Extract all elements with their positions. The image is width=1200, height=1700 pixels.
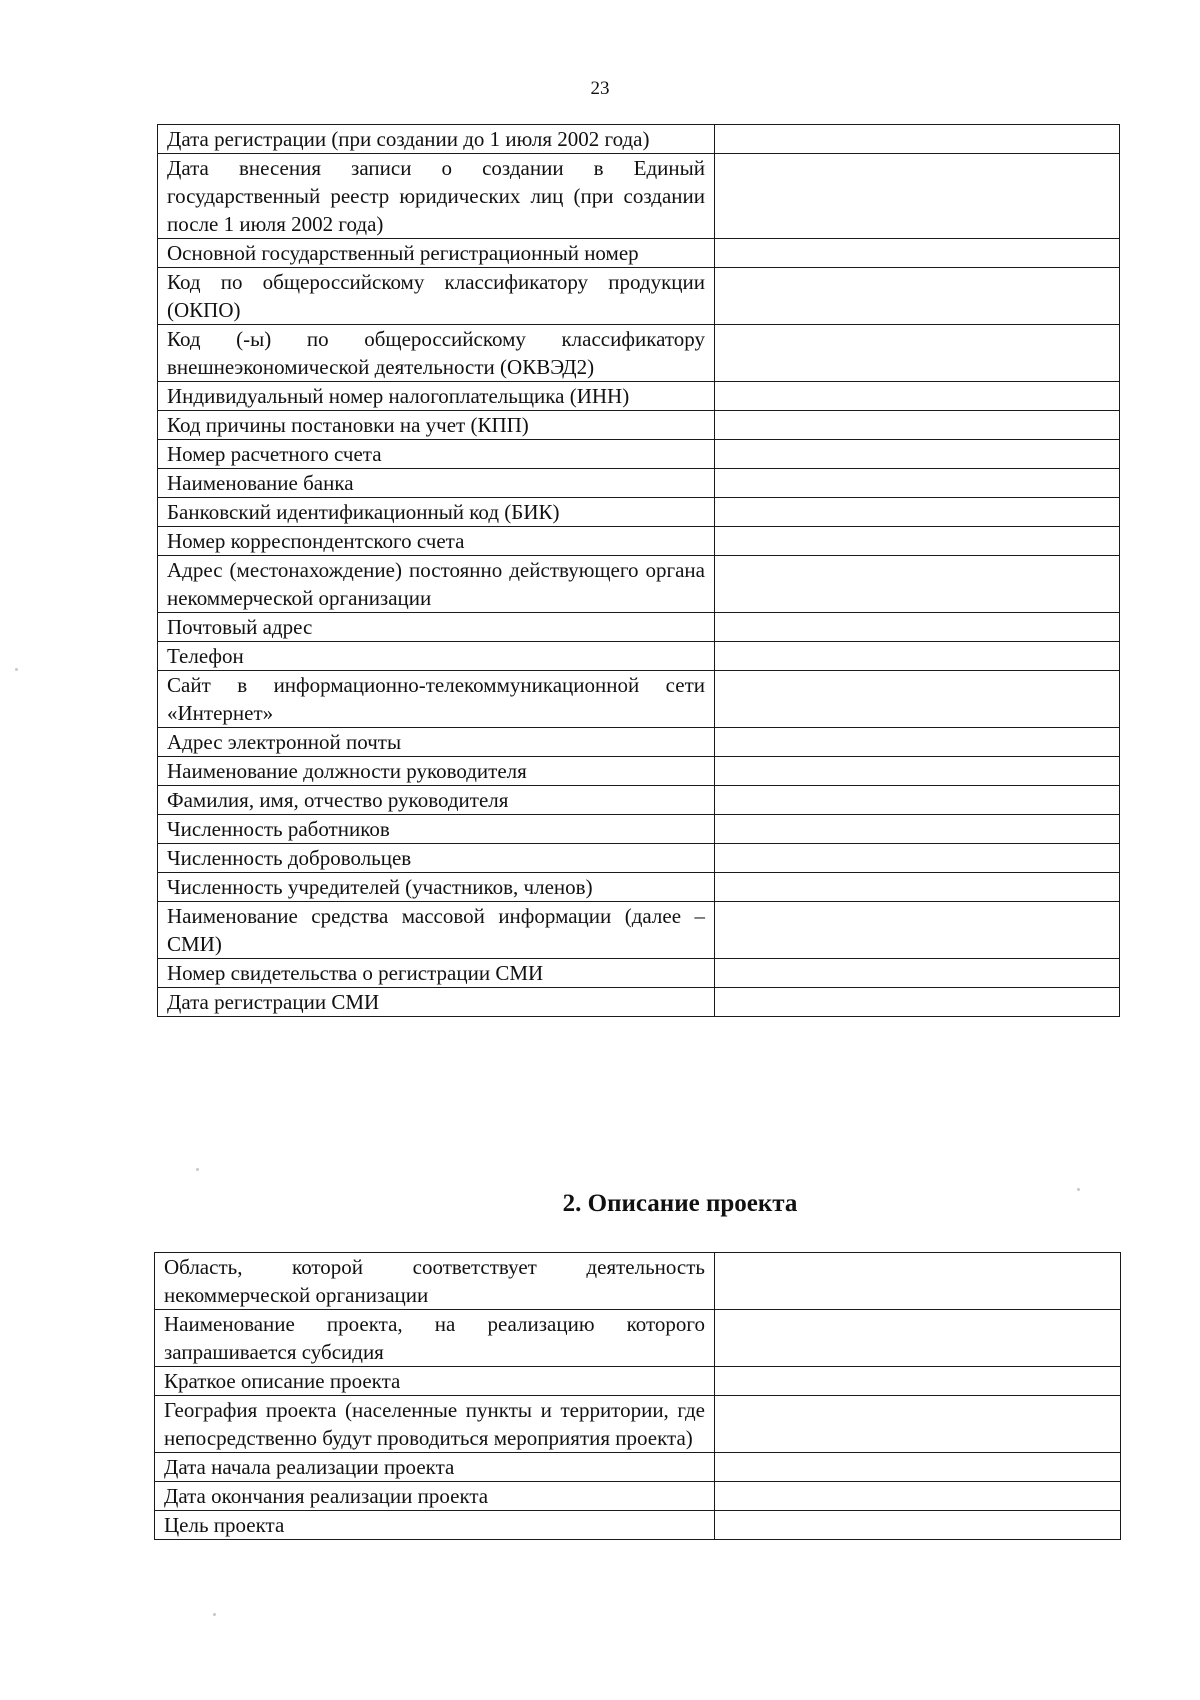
media-name-field[interactable] — [715, 902, 1120, 959]
website-label: Сайт в информационно-телекоммуникационной сети «Интернет» — [158, 671, 715, 728]
okpo-label: Код по общероссийскому классификатору продукции (ОКПО) — [158, 268, 715, 325]
project-name-label: Наименование проекта, на реализацию которого запрашивается субсидия — [155, 1310, 715, 1367]
registration-date-label: Дата регистрации (при создании до 1 июля 2002 года) — [158, 125, 715, 154]
media-registration-date-field[interactable] — [715, 988, 1120, 1017]
table-row — [158, 382, 1120, 411]
table-row — [158, 642, 1120, 671]
table-row — [158, 556, 1120, 613]
table-row — [155, 1367, 1121, 1396]
legal-address-label: Адрес (местонахождение) постоянно действующего органа некоммерческой организации — [158, 556, 715, 613]
table-row — [158, 873, 1120, 902]
project-start-date-label: Дата начала реализации проекта — [155, 1453, 715, 1482]
table-row — [158, 728, 1120, 757]
table-row — [158, 527, 1120, 556]
media-certificate-number-label: Номер свидетельства о регистрации СМИ — [158, 959, 715, 988]
project-summary-field[interactable] — [715, 1367, 1121, 1396]
project-end-date-field[interactable] — [715, 1482, 1121, 1511]
okved2-label: Код (-ы) по общероссийскому классификатору внешнеэкономической деятельности (ОКВЭД2) — [158, 325, 715, 382]
table-row — [158, 902, 1120, 959]
table-row — [158, 671, 1120, 728]
bank-name-label: Наименование банка — [158, 469, 715, 498]
registration-date-field[interactable] — [715, 125, 1120, 154]
correspondent-account-field[interactable] — [715, 527, 1120, 556]
table-row — [158, 498, 1120, 527]
table-row — [158, 613, 1120, 642]
settlement-account-field[interactable] — [715, 440, 1120, 469]
legal-address-field[interactable] — [715, 556, 1120, 613]
table-row — [158, 411, 1120, 440]
head-full-name-label: Фамилия, имя, отчество руководителя — [158, 786, 715, 815]
table-row — [158, 988, 1120, 1017]
section-heading: 2. Описание проекта — [562, 1190, 798, 1217]
head-position-label: Наименование должности руководителя — [158, 757, 715, 786]
ogrn-label: Основной государственный регистрационный номер — [158, 239, 715, 268]
media-name-label: Наименование средства массовой информации (далее – СМИ) — [158, 902, 715, 959]
employees-count-field[interactable] — [715, 815, 1120, 844]
table-row — [158, 154, 1120, 239]
postal-address-label: Почтовый адрес — [158, 613, 715, 642]
email-label: Адрес электронной почты — [158, 728, 715, 757]
okved2-field[interactable] — [715, 325, 1120, 382]
project-goal-label: Цель проекта — [155, 1511, 715, 1540]
phone-field[interactable] — [715, 642, 1120, 671]
scan-speck — [15, 668, 18, 671]
volunteers-count-label: Численность добровольцев — [158, 844, 715, 873]
founders-count-label: Численность учредителей (участников, членов) — [158, 873, 715, 902]
phone-label: Телефон — [158, 642, 715, 671]
head-position-field[interactable] — [715, 757, 1120, 786]
website-field[interactable] — [715, 671, 1120, 728]
bik-label: Банковский идентификационный код (БИК) — [158, 498, 715, 527]
founders-count-field[interactable] — [715, 873, 1120, 902]
table-row — [158, 325, 1120, 382]
table-row — [155, 1310, 1121, 1367]
page-number: 23 — [590, 78, 610, 99]
table-row — [158, 268, 1120, 325]
table-row — [158, 125, 1120, 154]
project-name-field[interactable] — [715, 1310, 1121, 1367]
bank-name-field[interactable] — [715, 469, 1120, 498]
table-row — [155, 1482, 1121, 1511]
employees-count-label: Численность работников — [158, 815, 715, 844]
table-row — [158, 757, 1120, 786]
settlement-account-label: Номер расчетного счета — [158, 440, 715, 469]
project-summary-label: Краткое описание проекта — [155, 1367, 715, 1396]
organization-info-table — [157, 124, 1120, 1017]
inn-field[interactable] — [715, 382, 1120, 411]
bik-field[interactable] — [715, 498, 1120, 527]
head-full-name-field[interactable] — [715, 786, 1120, 815]
kpp-field[interactable] — [715, 411, 1120, 440]
inn-label: Индивидуальный номер налогоплательщика (ИНН) — [158, 382, 715, 411]
project-end-date-label: Дата окончания реализации проекта — [155, 1482, 715, 1511]
ogrn-field[interactable] — [715, 239, 1120, 268]
table-row — [158, 815, 1120, 844]
media-certificate-number-field[interactable] — [715, 959, 1120, 988]
volunteers-count-field[interactable] — [715, 844, 1120, 873]
table-row — [158, 959, 1120, 988]
project-description-table — [154, 1252, 1121, 1540]
scan-speck — [1077, 1188, 1080, 1191]
activity-area-field[interactable] — [715, 1253, 1121, 1310]
okpo-field[interactable] — [715, 268, 1120, 325]
table-row — [158, 469, 1120, 498]
kpp-label: Код причины постановки на учет (КПП) — [158, 411, 715, 440]
project-geography-field[interactable] — [715, 1396, 1121, 1453]
table-row — [155, 1453, 1121, 1482]
table-row — [158, 239, 1120, 268]
project-geography-label: География проекта (населенные пункты и территории, где непосредственно будут проводиться мероприятия проекта) — [155, 1396, 715, 1453]
activity-area-label: Область, которой соответствует деятельность некоммерческой организации — [155, 1253, 715, 1310]
egrul-entry-date-field[interactable] — [715, 154, 1120, 239]
email-field[interactable] — [715, 728, 1120, 757]
egrul-entry-date-label: Дата внесения записи о создании в Единый государственный реестр юридических лиц (при создании после 1 июля 2002 года) — [158, 154, 715, 239]
table-row — [155, 1253, 1121, 1310]
table-row — [158, 844, 1120, 873]
table-row — [158, 786, 1120, 815]
table-row — [155, 1511, 1121, 1540]
correspondent-account-label: Номер корреспондентского счета — [158, 527, 715, 556]
project-goal-field[interactable] — [715, 1511, 1121, 1540]
media-registration-date-label: Дата регистрации СМИ — [158, 988, 715, 1017]
table-row — [158, 440, 1120, 469]
project-start-date-field[interactable] — [715, 1453, 1121, 1482]
scan-speck — [213, 1613, 216, 1616]
postal-address-field[interactable] — [715, 613, 1120, 642]
table-row — [155, 1396, 1121, 1453]
scan-speck — [196, 1168, 199, 1171]
